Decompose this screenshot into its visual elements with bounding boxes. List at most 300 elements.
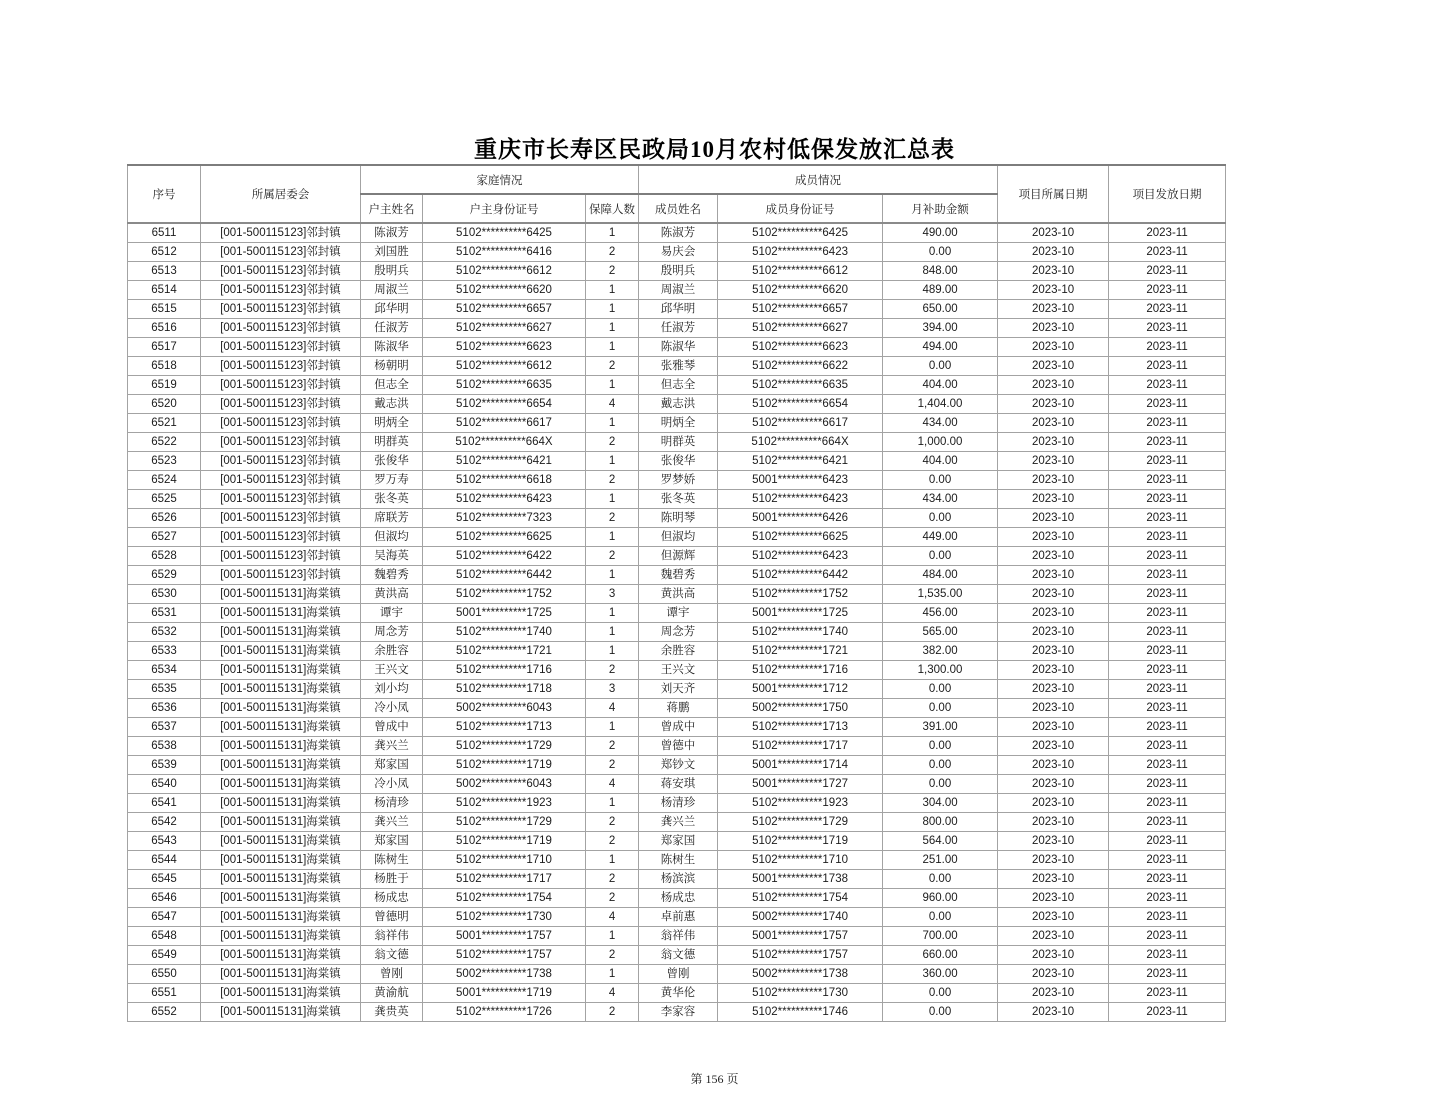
cell-project-month: 2023-10 (998, 490, 1109, 509)
cell-committee: [001-500115131]海棠镇 (201, 737, 361, 756)
cell-head-name: 明群英 (361, 433, 423, 452)
cell-head-name: 杨朝明 (361, 357, 423, 376)
cell-committee: [001-500115123]邻封镇 (201, 262, 361, 281)
cell-insured-count: 2 (586, 813, 639, 832)
cell-serial: 6520 (128, 395, 201, 414)
cell-monthly-subsidy: 1,300.00 (883, 661, 998, 680)
table-row (128, 243, 1226, 262)
cell-member-id: 5102**********1729 (718, 813, 883, 832)
cell-serial: 6528 (128, 547, 201, 566)
cell-member-name: 杨成忠 (639, 889, 718, 908)
cell-issue-month: 2023-11 (1109, 433, 1226, 452)
cell-member-id: 5001**********1714 (718, 756, 883, 775)
cell-issue-month: 2023-11 (1109, 699, 1226, 718)
cell-issue-month: 2023-11 (1109, 794, 1226, 813)
col-monthly-subsidy: 月补助金额 (883, 194, 998, 223)
cell-committee: [001-500115131]海棠镇 (201, 908, 361, 927)
cell-committee: [001-500115131]海棠镇 (201, 756, 361, 775)
table-row (128, 376, 1226, 395)
cell-monthly-subsidy: 489.00 (883, 281, 998, 300)
cell-monthly-subsidy: 391.00 (883, 718, 998, 737)
cell-head-name: 刘小均 (361, 680, 423, 699)
cell-member-id: 5102**********6442 (718, 566, 883, 585)
cell-member-name: 蒋安琪 (639, 775, 718, 794)
cell-member-name: 王兴文 (639, 661, 718, 680)
cell-member-name: 殷明兵 (639, 262, 718, 281)
cell-member-id: 5102**********6625 (718, 528, 883, 547)
cell-member-name: 陈明琴 (639, 509, 718, 528)
cell-serial: 6514 (128, 281, 201, 300)
cell-issue-month: 2023-11 (1109, 414, 1226, 433)
cell-committee: [001-500115131]海棠镇 (201, 699, 361, 718)
cell-project-month: 2023-10 (998, 262, 1109, 281)
cell-serial: 6531 (128, 604, 201, 623)
cell-member-name: 杨清珍 (639, 794, 718, 813)
table-row (128, 965, 1226, 984)
cell-head-id: 5102**********6618 (423, 471, 586, 490)
cell-project-month: 2023-10 (998, 813, 1109, 832)
cell-head-id: 5102**********6627 (423, 319, 586, 338)
cell-serial: 6523 (128, 452, 201, 471)
cell-committee: [001-500115131]海棠镇 (201, 623, 361, 642)
cell-issue-month: 2023-11 (1109, 281, 1226, 300)
cell-head-id: 5102**********1718 (423, 680, 586, 699)
cell-issue-month: 2023-11 (1109, 490, 1226, 509)
cell-member-id: 5001**********1712 (718, 680, 883, 699)
cell-serial: 6550 (128, 965, 201, 984)
cell-head-id: 5102**********1716 (423, 661, 586, 680)
cell-project-month: 2023-10 (998, 851, 1109, 870)
cell-insured-count: 1 (586, 566, 639, 585)
cell-member-name: 李家容 (639, 1003, 718, 1022)
cell-member-id: 5102**********6617 (718, 414, 883, 433)
cell-member-id: 5001**********6423 (718, 471, 883, 490)
cell-member-id: 5102**********6657 (718, 300, 883, 319)
cell-head-id: 5102**********6612 (423, 357, 586, 376)
table-row (128, 832, 1226, 851)
cell-head-id: 5102**********1726 (423, 1003, 586, 1022)
cell-head-id: 5102**********6617 (423, 414, 586, 433)
cell-issue-month: 2023-11 (1109, 566, 1226, 585)
cell-committee: [001-500115123]邻封镇 (201, 376, 361, 395)
cell-head-name: 张冬英 (361, 490, 423, 509)
cell-committee: [001-500115123]邻封镇 (201, 319, 361, 338)
cell-project-month: 2023-10 (998, 281, 1109, 300)
cell-member-name: 任淑芳 (639, 319, 718, 338)
cell-head-id: 5102**********6623 (423, 338, 586, 357)
table-row (128, 699, 1226, 718)
table-row (128, 718, 1226, 737)
cell-insured-count: 2 (586, 870, 639, 889)
cell-head-id: 5102**********1923 (423, 794, 586, 813)
cell-project-month: 2023-10 (998, 775, 1109, 794)
cell-committee: [001-500115131]海棠镇 (201, 661, 361, 680)
cell-member-name: 周念芳 (639, 623, 718, 642)
cell-member-id: 5001**********6426 (718, 509, 883, 528)
table-row (128, 946, 1226, 965)
cell-monthly-subsidy: 0.00 (883, 908, 998, 927)
cell-project-month: 2023-10 (998, 319, 1109, 338)
cell-head-name: 周念芳 (361, 623, 423, 642)
cell-issue-month: 2023-11 (1109, 984, 1226, 1003)
cell-project-month: 2023-10 (998, 585, 1109, 604)
cell-committee: [001-500115131]海棠镇 (201, 718, 361, 737)
cell-issue-month: 2023-11 (1109, 471, 1226, 490)
cell-issue-month: 2023-11 (1109, 604, 1226, 623)
cell-member-id: 5102**********6423 (718, 547, 883, 566)
cell-head-id: 5102**********664X (423, 433, 586, 452)
cell-member-id: 5102**********1730 (718, 984, 883, 1003)
cell-serial: 6512 (128, 243, 201, 262)
cell-issue-month: 2023-11 (1109, 357, 1226, 376)
cell-head-id: 5102**********1729 (423, 813, 586, 832)
cell-issue-month: 2023-11 (1109, 528, 1226, 547)
header-group-row (128, 165, 1226, 194)
cell-member-id: 5002**********1740 (718, 908, 883, 927)
cell-member-id: 5102**********1754 (718, 889, 883, 908)
table-row (128, 870, 1226, 889)
table-row (128, 680, 1226, 699)
cell-insured-count: 1 (586, 414, 639, 433)
cell-serial: 6517 (128, 338, 201, 357)
table-row (128, 566, 1226, 585)
table-row (128, 357, 1226, 376)
cell-member-name: 谭宇 (639, 604, 718, 623)
cell-issue-month: 2023-11 (1109, 395, 1226, 414)
table-row (128, 642, 1226, 661)
cell-insured-count: 4 (586, 395, 639, 414)
cell-issue-month: 2023-11 (1109, 509, 1226, 528)
cell-committee: [001-500115131]海棠镇 (201, 813, 361, 832)
table-body (128, 223, 1226, 1022)
cell-monthly-subsidy: 0.00 (883, 509, 998, 528)
cell-insured-count: 1 (586, 223, 639, 243)
cell-issue-month: 2023-11 (1109, 927, 1226, 946)
cell-serial: 6552 (128, 1003, 201, 1022)
cell-serial: 6538 (128, 737, 201, 756)
cell-member-name: 翁祥伟 (639, 927, 718, 946)
cell-issue-month: 2023-11 (1109, 452, 1226, 471)
cell-project-month: 2023-10 (998, 984, 1109, 1003)
table-row (128, 756, 1226, 775)
cell-committee: [001-500115123]邻封镇 (201, 338, 361, 357)
cell-insured-count: 1 (586, 604, 639, 623)
cell-serial: 6548 (128, 927, 201, 946)
cell-committee: [001-500115123]邻封镇 (201, 223, 361, 243)
cell-insured-count: 2 (586, 262, 639, 281)
cell-head-name: 吴海英 (361, 547, 423, 566)
table-row (128, 737, 1226, 756)
cell-project-month: 2023-10 (998, 604, 1109, 623)
cell-member-name: 陈淑华 (639, 338, 718, 357)
cell-head-id: 5102**********6654 (423, 395, 586, 414)
cell-monthly-subsidy: 456.00 (883, 604, 998, 623)
cell-member-name: 但淑均 (639, 528, 718, 547)
cell-head-name: 翁文德 (361, 946, 423, 965)
cell-member-name: 明群英 (639, 433, 718, 452)
cell-project-month: 2023-10 (998, 737, 1109, 756)
cell-member-id: 5102**********1716 (718, 661, 883, 680)
cell-serial: 6525 (128, 490, 201, 509)
cell-committee: [001-500115123]邻封镇 (201, 243, 361, 262)
cell-issue-month: 2023-11 (1109, 1003, 1226, 1022)
cell-serial: 6521 (128, 414, 201, 433)
cell-head-id: 5102**********6422 (423, 547, 586, 566)
cell-member-name: 黄洪高 (639, 585, 718, 604)
cell-committee: [001-500115131]海棠镇 (201, 965, 361, 984)
table-row (128, 775, 1226, 794)
cell-committee: [001-500115131]海棠镇 (201, 946, 361, 965)
table-row (128, 300, 1226, 319)
cell-project-month: 2023-10 (998, 680, 1109, 699)
cell-project-month: 2023-10 (998, 718, 1109, 737)
cell-insured-count: 2 (586, 832, 639, 851)
cell-member-id: 5001**********1727 (718, 775, 883, 794)
cell-head-id: 5001**********1725 (423, 604, 586, 623)
table-row (128, 794, 1226, 813)
cell-committee: [001-500115131]海棠镇 (201, 642, 361, 661)
cell-head-id: 5102**********6421 (423, 452, 586, 471)
cell-head-name: 戴志洪 (361, 395, 423, 414)
cell-monthly-subsidy: 564.00 (883, 832, 998, 851)
cell-issue-month: 2023-11 (1109, 813, 1226, 832)
table-row (128, 547, 1226, 566)
cell-issue-month: 2023-11 (1109, 680, 1226, 699)
table-row (128, 452, 1226, 471)
cell-insured-count: 2 (586, 737, 639, 756)
table-row (128, 851, 1226, 870)
cell-member-name: 郑家国 (639, 832, 718, 851)
cell-monthly-subsidy: 494.00 (883, 338, 998, 357)
cell-monthly-subsidy: 0.00 (883, 357, 998, 376)
cell-member-id: 5102**********6425 (718, 223, 883, 243)
cell-committee: [001-500115131]海棠镇 (201, 585, 361, 604)
table-row (128, 414, 1226, 433)
cell-serial: 6536 (128, 699, 201, 718)
cell-head-name: 余胜容 (361, 642, 423, 661)
cell-issue-month: 2023-11 (1109, 908, 1226, 927)
cell-insured-count: 4 (586, 984, 639, 1003)
cell-project-month: 2023-10 (998, 243, 1109, 262)
cell-insured-count: 1 (586, 623, 639, 642)
cell-member-id: 5102**********6423 (718, 490, 883, 509)
cell-head-name: 黄渝航 (361, 984, 423, 1003)
cell-serial: 6547 (128, 908, 201, 927)
table-row (128, 319, 1226, 338)
cell-head-name: 龚兴兰 (361, 813, 423, 832)
cell-head-name: 殷明兵 (361, 262, 423, 281)
cell-insured-count: 4 (586, 908, 639, 927)
subsidy-table (127, 164, 1226, 1022)
cell-serial: 6542 (128, 813, 201, 832)
table-row (128, 509, 1226, 528)
cell-committee: [001-500115131]海棠镇 (201, 604, 361, 623)
cell-project-month: 2023-10 (998, 395, 1109, 414)
cell-monthly-subsidy: 1,535.00 (883, 585, 998, 604)
cell-committee: [001-500115123]邻封镇 (201, 471, 361, 490)
cell-serial: 6549 (128, 946, 201, 965)
cell-head-id: 5102**********1740 (423, 623, 586, 642)
table-row (128, 262, 1226, 281)
cell-member-name: 魏碧秀 (639, 566, 718, 585)
table-row (128, 813, 1226, 832)
cell-project-month: 2023-10 (998, 433, 1109, 452)
cell-member-name: 郑钞文 (639, 756, 718, 775)
cell-insured-count: 3 (586, 680, 639, 699)
cell-member-name: 周淑兰 (639, 281, 718, 300)
cell-monthly-subsidy: 800.00 (883, 813, 998, 832)
cell-member-name: 杨滨滨 (639, 870, 718, 889)
page-number: 第 156 页 (690, 1072, 739, 1086)
cell-issue-month: 2023-11 (1109, 376, 1226, 395)
col-head-name: 户主姓名 (361, 194, 423, 223)
cell-insured-count: 1 (586, 794, 639, 813)
cell-head-id: 5102**********1754 (423, 889, 586, 908)
cell-insured-count: 1 (586, 528, 639, 547)
cell-head-id: 5102**********1721 (423, 642, 586, 661)
cell-member-name: 但志全 (639, 376, 718, 395)
cell-member-id: 5102**********1719 (718, 832, 883, 851)
cell-monthly-subsidy: 0.00 (883, 756, 998, 775)
cell-insured-count: 2 (586, 509, 639, 528)
cell-member-id: 5102**********1717 (718, 737, 883, 756)
cell-head-id: 5001**********1757 (423, 927, 586, 946)
cell-member-id: 5102**********664X (718, 433, 883, 452)
cell-serial: 6543 (128, 832, 201, 851)
cell-committee: [001-500115131]海棠镇 (201, 889, 361, 908)
cell-serial: 6527 (128, 528, 201, 547)
cell-serial: 6541 (128, 794, 201, 813)
cell-monthly-subsidy: 0.00 (883, 471, 998, 490)
cell-committee: [001-500115123]邻封镇 (201, 566, 361, 585)
col-group-member: 成员情况 (639, 165, 998, 194)
cell-insured-count: 1 (586, 376, 639, 395)
table-row (128, 984, 1226, 1003)
cell-member-name: 明炳全 (639, 414, 718, 433)
cell-committee: [001-500115123]邻封镇 (201, 490, 361, 509)
cell-insured-count: 1 (586, 281, 639, 300)
cell-insured-count: 2 (586, 1003, 639, 1022)
cell-head-id: 5102**********1719 (423, 756, 586, 775)
cell-issue-month: 2023-11 (1109, 775, 1226, 794)
cell-issue-month: 2023-11 (1109, 623, 1226, 642)
cell-member-id: 5102**********1746 (718, 1003, 883, 1022)
cell-member-name: 曾成中 (639, 718, 718, 737)
cell-head-name: 但志全 (361, 376, 423, 395)
cell-member-id: 5102**********6654 (718, 395, 883, 414)
cell-member-id: 5001**********1738 (718, 870, 883, 889)
cell-member-name: 但源辉 (639, 547, 718, 566)
col-issue-month: 项目发放日期 (1109, 165, 1226, 223)
cell-monthly-subsidy: 700.00 (883, 927, 998, 946)
cell-monthly-subsidy: 404.00 (883, 376, 998, 395)
cell-member-id: 5102**********6627 (718, 319, 883, 338)
cell-committee: [001-500115131]海棠镇 (201, 927, 361, 946)
cell-head-name: 郑家国 (361, 832, 423, 851)
cell-insured-count: 2 (586, 889, 639, 908)
cell-issue-month: 2023-11 (1109, 946, 1226, 965)
cell-member-name: 蒋鹏 (639, 699, 718, 718)
cell-head-name: 谭宇 (361, 604, 423, 623)
cell-head-id: 5102**********6423 (423, 490, 586, 509)
cell-head-name: 冷小凤 (361, 699, 423, 718)
cell-committee: [001-500115131]海棠镇 (201, 870, 361, 889)
cell-head-id: 5102**********7323 (423, 509, 586, 528)
cell-head-name: 杨成忠 (361, 889, 423, 908)
table-row (128, 223, 1226, 243)
cell-committee: [001-500115123]邻封镇 (201, 528, 361, 547)
cell-head-name: 郑家国 (361, 756, 423, 775)
cell-project-month: 2023-10 (998, 908, 1109, 927)
cell-member-id: 5102**********1710 (718, 851, 883, 870)
cell-project-month: 2023-10 (998, 338, 1109, 357)
cell-committee: [001-500115123]邻封镇 (201, 547, 361, 566)
cell-monthly-subsidy: 251.00 (883, 851, 998, 870)
cell-insured-count: 1 (586, 319, 639, 338)
cell-project-month: 2023-10 (998, 642, 1109, 661)
cell-monthly-subsidy: 0.00 (883, 243, 998, 262)
cell-insured-count: 3 (586, 585, 639, 604)
cell-serial: 6515 (128, 300, 201, 319)
cell-member-name: 张俊华 (639, 452, 718, 471)
cell-issue-month: 2023-11 (1109, 756, 1226, 775)
cell-project-month: 2023-10 (998, 414, 1109, 433)
cell-serial: 6551 (128, 984, 201, 1003)
cell-member-id: 5102**********1740 (718, 623, 883, 642)
cell-head-name: 罗万寿 (361, 471, 423, 490)
cell-member-name: 罗梦娇 (639, 471, 718, 490)
cell-issue-month: 2023-11 (1109, 585, 1226, 604)
cell-serial: 6532 (128, 623, 201, 642)
cell-committee: [001-500115123]邻封镇 (201, 395, 361, 414)
cell-monthly-subsidy: 565.00 (883, 623, 998, 642)
table-row (128, 908, 1226, 927)
col-group-family: 家庭情况 (361, 165, 639, 194)
cell-monthly-subsidy: 1,404.00 (883, 395, 998, 414)
cell-head-id: 5102**********6425 (423, 223, 586, 243)
cell-head-id: 5102**********6657 (423, 300, 586, 319)
cell-monthly-subsidy: 0.00 (883, 870, 998, 889)
page-title: 重庆市长寿区民政局10月农村低保发放汇总表 (474, 137, 955, 162)
cell-head-id: 5102**********6416 (423, 243, 586, 262)
cell-member-name: 卓前惠 (639, 908, 718, 927)
cell-head-name: 杨胜于 (361, 870, 423, 889)
cell-issue-month: 2023-11 (1109, 243, 1226, 262)
cell-serial: 6535 (128, 680, 201, 699)
cell-member-name: 翁文德 (639, 946, 718, 965)
cell-insured-count: 2 (586, 433, 639, 452)
table-row (128, 395, 1226, 414)
cell-member-id: 5102**********1721 (718, 642, 883, 661)
cell-head-id: 5001**********1719 (423, 984, 586, 1003)
cell-member-id: 5102**********6623 (718, 338, 883, 357)
cell-issue-month: 2023-11 (1109, 300, 1226, 319)
table-row (128, 623, 1226, 642)
cell-serial: 6530 (128, 585, 201, 604)
cell-member-name: 余胜容 (639, 642, 718, 661)
cell-head-id: 5102**********6635 (423, 376, 586, 395)
cell-monthly-subsidy: 434.00 (883, 490, 998, 509)
cell-member-name: 陈树生 (639, 851, 718, 870)
cell-issue-month: 2023-11 (1109, 737, 1226, 756)
cell-head-id: 5102**********1757 (423, 946, 586, 965)
cell-monthly-subsidy: 0.00 (883, 1003, 998, 1022)
cell-project-month: 2023-10 (998, 870, 1109, 889)
cell-insured-count: 2 (586, 946, 639, 965)
cell-monthly-subsidy: 0.00 (883, 775, 998, 794)
cell-project-month: 2023-10 (998, 623, 1109, 642)
cell-member-id: 5102**********1757 (718, 946, 883, 965)
